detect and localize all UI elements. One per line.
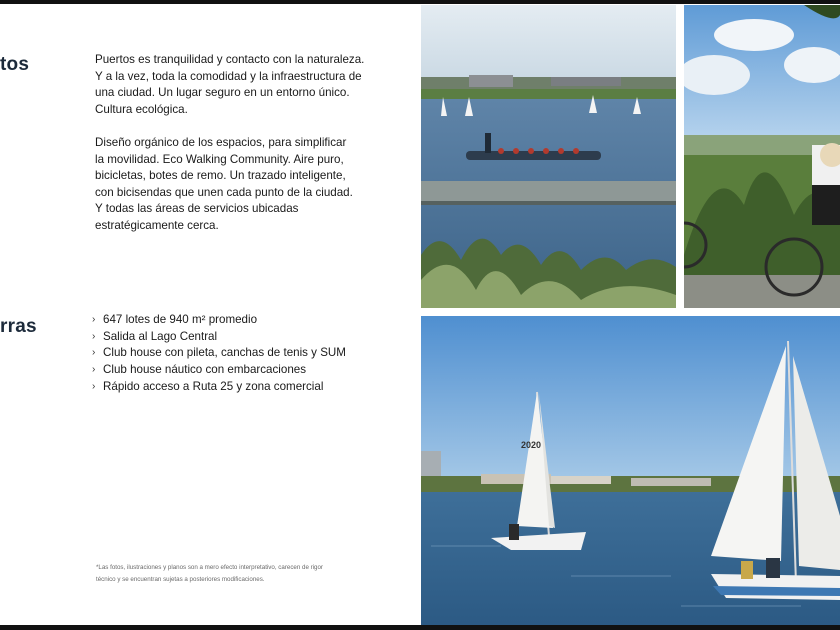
intro-paragraph-1: [95, 52, 395, 118]
list-item: [92, 362, 346, 379]
cyclist-photo: [684, 5, 840, 308]
feature-text: 647 lotes de 940 m² promedio: [103, 313, 258, 326]
feature-text: Rápido acceso a Ruta 25 y zona comercial: [103, 379, 324, 393]
intro-line: con bicisendas que unen cada punto de la ciudad.: [95, 185, 353, 199]
sailboats-photo: [421, 316, 840, 625]
feature-text: Club house con pileta, canchas de tenis y SUM: [103, 346, 346, 360]
chevron-right-icon: ›: [92, 314, 96, 325]
intro-line: Cultura ecológica.: [95, 102, 188, 116]
lake-rowing-photo: [421, 5, 676, 308]
features-list: [92, 312, 346, 396]
feature-text: Club house náutico con embarcaciones: [103, 363, 307, 377]
list-item: [92, 345, 346, 362]
intro-line: Y a la vez, toda la comodidad y la infraestructura de: [95, 69, 362, 83]
intro-line: estratégicamente cerca.: [95, 218, 219, 232]
intro-line: Diseño orgánico de los espacios, para simplificar: [95, 136, 347, 149]
chevron-right-icon: ›: [92, 330, 96, 342]
sail-number: 2020: [521, 440, 542, 450]
chevron-right-icon: ›: [92, 347, 96, 359]
intro-line: Y todas las áreas de servicios ubicadas: [95, 202, 299, 216]
list-item: [92, 379, 346, 396]
top-border: [0, 0, 840, 4]
disclaimer-line: *Las fotos, ilustraciones y planos son a mero efecto interpretativo, carecen de rigor: [96, 564, 323, 571]
bottom-border: [0, 625, 840, 630]
intro-line: Puertos es tranquilidad y contacto con la naturaleza.: [95, 53, 365, 66]
intro-line: una ciudad. Un lugar seguro en un entorno único.: [95, 86, 350, 100]
disclaimer-note: [96, 562, 386, 585]
list-item: [92, 329, 346, 346]
intro-line: la movilidad. Eco Walking Community. Aire puro,: [95, 152, 344, 166]
section-heading-top: tos: [0, 54, 30, 75]
intro-paragraph-2: [95, 135, 395, 235]
section-heading-middle: rras: [0, 316, 37, 337]
disclaimer-line: técnico y se encuentran sujetas a posteriores modificaciones.: [96, 575, 265, 583]
chevron-right-icon: ›: [92, 380, 96, 392]
chevron-right-icon: ›: [92, 364, 96, 376]
intro-line: bicicletas, botes de remo. Un trazado inteligente,: [95, 169, 346, 183]
list-item: [92, 312, 346, 329]
feature-text: Salida al Lago Central: [103, 329, 218, 343]
